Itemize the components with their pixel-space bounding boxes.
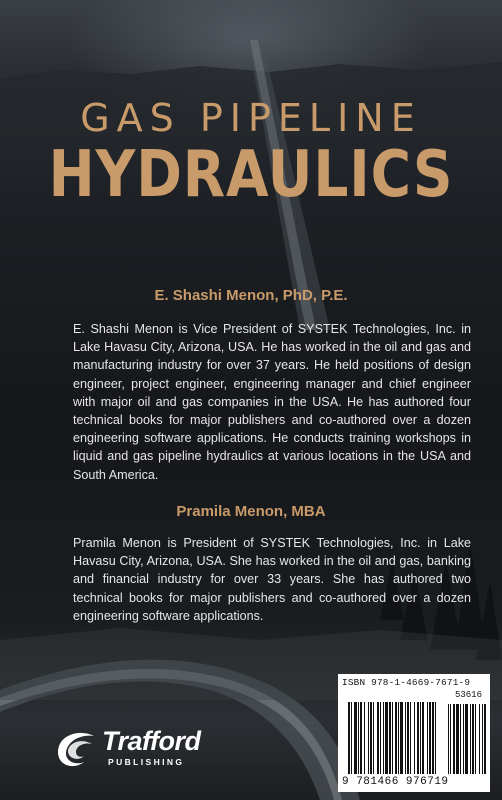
barcode-bars xyxy=(338,674,490,792)
barcode-bar xyxy=(398,702,399,774)
barcode-addon-bar xyxy=(465,704,468,774)
barcode-addon-bar xyxy=(456,704,459,774)
barcode-addon-bar xyxy=(484,704,486,774)
barcode-addon-bar xyxy=(482,704,483,774)
barcode-addon-bar xyxy=(470,704,471,774)
barcode-bar xyxy=(351,702,352,774)
barcode-addon-bar xyxy=(453,704,455,774)
barcode-addon-bar xyxy=(463,704,464,774)
barcode-bar xyxy=(373,702,374,774)
price-code: 53616 xyxy=(454,690,482,700)
barcode-bar xyxy=(380,702,381,774)
isbn-barcode xyxy=(338,674,490,792)
barcode-bar xyxy=(414,702,415,774)
barcode-bar xyxy=(422,702,424,774)
author-2-name: Pramila Menon, MBA xyxy=(176,503,326,520)
barcode-addon-bar xyxy=(479,704,480,774)
barcode-bar xyxy=(389,702,391,774)
barcode-bar xyxy=(370,702,372,774)
barcode-bar xyxy=(348,702,350,774)
barcode-bar xyxy=(427,702,428,774)
barcode-bar xyxy=(407,702,409,774)
trafford-swirl-logo-icon xyxy=(52,722,102,772)
barcode-addon-bar xyxy=(450,704,451,774)
barcode-bar xyxy=(354,702,357,774)
barcode-bar xyxy=(385,702,388,774)
barcode-bar xyxy=(395,702,397,774)
publisher-name: Trafford xyxy=(102,726,201,756)
barcode-bar xyxy=(432,702,434,774)
author-2-bio: Pramila Menon is President of SYSTEK Technologies, Inc. in Lake Havasu City, Arizona, USA. She has worked in the oil and gas, banking and financial industry for over 33 years. She has authored two technical books for major publishers and co-authored over a dozen engineering software applications. xyxy=(73,536,471,623)
isbn-number: ISBN 978-1-4669-7671-9 xyxy=(342,677,471,688)
barcode-bar xyxy=(360,702,362,774)
barcode-bar xyxy=(429,702,431,774)
author-1-bio: E. Shashi Menon is Vice President of SYSTEK Technologies, Inc. in Lake Havasu City, Arizona, USA. He has worked in the oil and gas and manufacturing industry for over 37 years. He held positions of design engineer, project engineer, engineering manager and chief engineer with major oil and gas companies in the USA. He has authored four technical books for major publishers and co-authored over a dozen engineering software applications. He conducts training workshops in liquid and gas pipeline hydraulics at various locations in the USA and South America. xyxy=(73,322,471,482)
barcode-addon-bar xyxy=(472,704,474,774)
barcode-bar xyxy=(405,702,406,774)
book-title-line-2: HYDRAULICS xyxy=(48,138,454,212)
barcode-bar xyxy=(435,702,436,774)
barcode-addon-bar xyxy=(475,704,476,774)
barcode-addon-bar xyxy=(448,704,449,774)
barcode-bar xyxy=(368,702,369,774)
barcode-bar xyxy=(383,702,384,774)
barcode-digits: 9 781466 976719 xyxy=(342,776,449,788)
barcode-bar xyxy=(364,702,365,774)
publisher-logo xyxy=(52,722,232,772)
barcode-bar xyxy=(417,702,419,774)
barcode-addon-bar xyxy=(460,704,461,774)
book-title-line-1: GAS PIPELINE xyxy=(80,96,422,140)
publisher-tagline: PUBLISHING xyxy=(108,757,185,767)
barcode-bar xyxy=(420,702,421,774)
barcode-bar xyxy=(392,702,393,774)
barcode-bar xyxy=(410,702,411,774)
barcode-bar xyxy=(400,702,403,774)
author-1-name: E. Shashi Menon, PhD, P.E. xyxy=(154,287,348,304)
barcode-bar xyxy=(358,702,359,774)
barcode-bar xyxy=(377,702,379,774)
